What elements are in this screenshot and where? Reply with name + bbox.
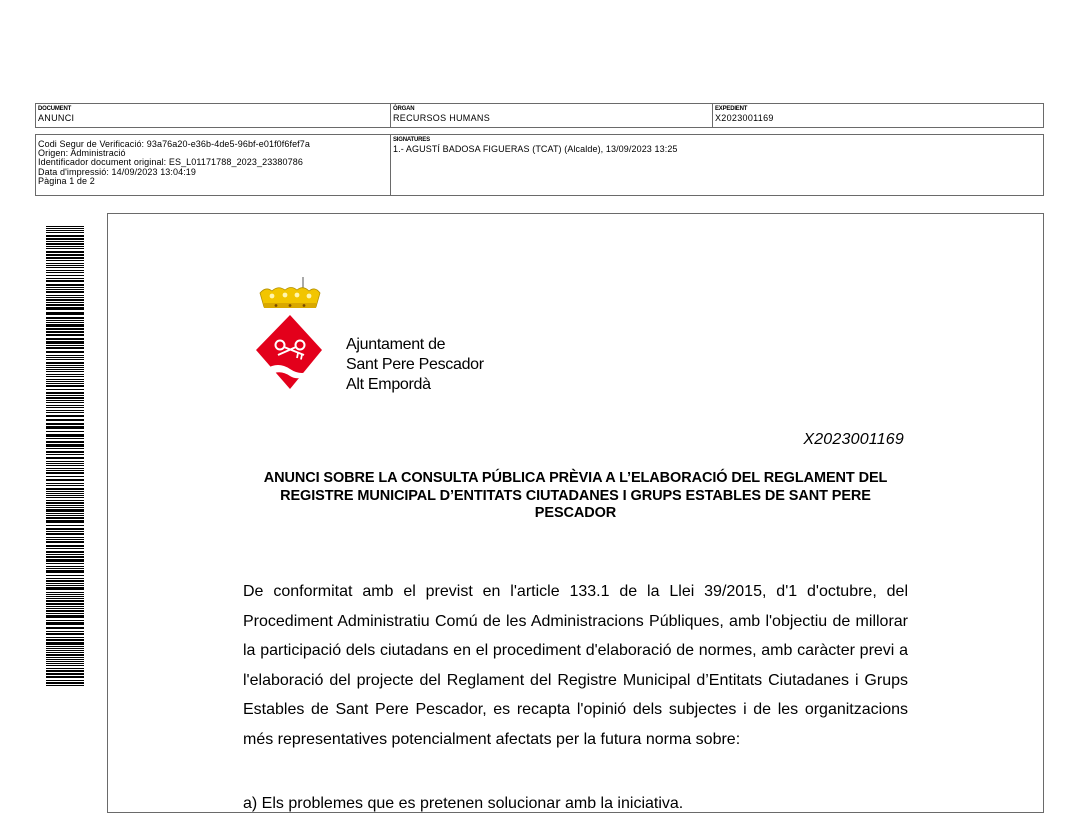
print-date: Data d'impressió: 14/09/2023 13:04:19: [38, 166, 197, 177]
letterhead-line-3: Alt Empordà: [346, 376, 431, 393]
expedient-cell: [713, 104, 1043, 127]
municipal-coat-of-arms-logo: [252, 277, 324, 393]
document-cell: [36, 104, 391, 127]
header-info-row: [35, 103, 1044, 128]
signature-entry: 1.- AGUSTÍ BADOSA FIGUERAS (TCAT) (Alcalde), 13/09/2023 13:25: [393, 144, 678, 154]
crown-icon: [260, 277, 320, 308]
shield-icon: [256, 315, 322, 389]
file-reference: X2023001169: [803, 431, 904, 448]
verification-metadata: [36, 135, 391, 195]
original-document-id: Identificador document original: ES_L01171788_2023_23380786: [38, 157, 303, 168]
expedient-value: X2023001169: [715, 113, 774, 123]
announcement-body: De conformitat amb el previst en l'article 133.1 de la Llei 39/2015, d'1 d'octubre, del Procediment Administratiu Comú de les Administracions Públiques, amb l'objectiu de millorar la participació dels ciutadans en el procediment d'elaboració de normes, amb caràcter previ a l'elaboració del projecte del Reglament del Registre Municipal d’Entitats Ciutadanes i Grups Estables de Sant Pere Pescador, es recapta l'opinió dels subjectes i de les organitzacions més representatives potencialment afectats per la futura norma sobre:: [243, 583, 908, 748]
verification-box: [35, 134, 1044, 196]
document-value: ANUNCI: [38, 113, 75, 123]
organ-label: ÒRGAN: [393, 106, 415, 112]
list-item: a) Els problemes que es pretenen solucionar amb la iniciativa.: [243, 795, 684, 812]
letterhead-line-2: Sant Pere Pescador: [346, 356, 484, 373]
signatures-cell: [391, 135, 1041, 195]
organ-cell: [391, 104, 713, 127]
letterhead-organization: [346, 335, 484, 395]
barcode-icon: [46, 226, 84, 686]
signatures-label: SIGNATURES: [393, 137, 430, 143]
origin: Origen: Administració: [38, 148, 126, 159]
page-number: Pàgina 1 de 2: [38, 175, 95, 186]
organ-value: RECURSOS HUMANS: [393, 113, 491, 123]
announcement-title: ANUNCI SOBRE LA CONSULTA PÚBLICA PRÈVIA A L’ELABORACIÓ DEL REGLAMENT DEL REGISTRE MUNICIPAL D’ENTITATS CIUTADANES I GRUPS ESTABLES DE SANT PERE PESCADOR: [263, 470, 888, 521]
csv-code: Codi Segur de Verificació: 93a76a20-e36b-4de5-96bf-e01f0f6fef7a: [38, 139, 310, 149]
document-label: DOCUMENT: [38, 106, 72, 112]
expedient-label: EXPEDIENT: [715, 106, 748, 112]
letterhead-line-1: Ajuntament de: [346, 336, 446, 353]
